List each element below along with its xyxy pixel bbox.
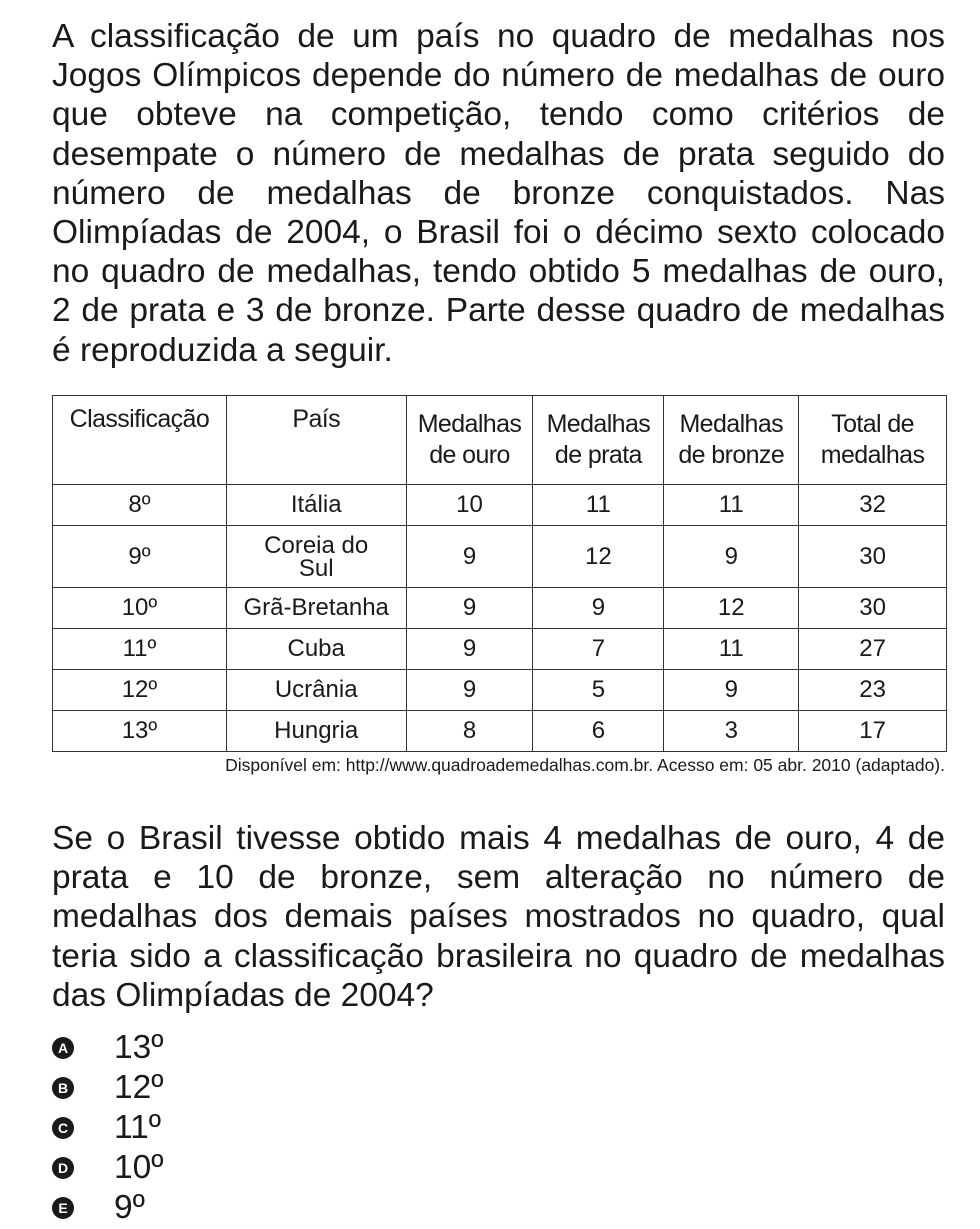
cell-pais: Itália [226,485,406,526]
header-total-medalhas: Total de medalhas [799,396,947,485]
cell-prata: 6 [533,711,664,752]
cell-total: 27 [799,629,947,670]
option-letter-badge: B [52,1077,74,1099]
cell-pais: Hungria [226,711,406,752]
intro-paragraph: A classificação de um país no quadro de medalhas nos Jogos Olímpicos depende do número de medalhas de ouro que obteve na competição, tendo como critérios de desempate o número de medalhas de prata seguido do número de medalhas de bronze conquistados. Nas Olimpíadas de 2004, o Brasil foi o décimo sexto colocado no quadro de medalhas, tendo obtido 5 medalhas de ouro, 2 de prata e 3 de bronze. Parte desse quadro de medalhas é reproduzida a seguir. [52,18,945,369]
cell-pais: Grã-Bretanha [226,588,406,629]
cell-bronze: 11 [664,629,799,670]
cell-prata: 5 [533,670,664,711]
table-header-row [53,396,947,485]
cell-classificacao: 13º [53,711,227,752]
source-citation: Disponível em: http://www.quadroademedalhas.com.br. Acesso em: 05 abr. 2010 (adaptado). [225,755,945,775]
option-e[interactable] [52,1188,164,1228]
option-letter-badge: A [52,1037,74,1059]
cell-classificacao: 10º [53,588,227,629]
option-text: 10º [114,1149,164,1186]
cell-bronze: 9 [664,526,799,588]
cell-classificacao: 8º [53,485,227,526]
table-row [53,526,947,588]
option-a[interactable] [52,1028,164,1068]
table-row [53,670,947,711]
cell-classificacao: 9º [53,526,227,588]
cell-ouro: 9 [406,629,533,670]
header-classificacao: Classificação [53,396,227,485]
option-c[interactable] [52,1108,164,1148]
table-row [53,485,947,526]
header-medalhas-bronze: Medalhas de bronze [664,396,799,485]
option-letter-badge: C [52,1117,74,1139]
cell-total: 30 [799,588,947,629]
header-medalhas-ouro: Medalhas de ouro [406,396,533,485]
option-text: 12º [114,1069,164,1106]
question-paragraph: Se o Brasil tivesse obtido mais 4 medalhas de ouro, 4 de prata e 10 de bronze, sem alteração no número de medalhas dos demais países mostrados no quadro, qual teria sido a classificação brasileira no quadro de medalhas das Olimpíadas de 2004? [52,820,945,1014]
option-text: 13º [114,1029,164,1066]
cell-ouro: 10 [406,485,533,526]
header-pais: País [226,396,406,485]
cell-pais: Coreia do Sul [226,526,406,588]
table-row [53,711,947,752]
option-b[interactable] [52,1068,164,1108]
cell-total: 23 [799,670,947,711]
cell-prata: 11 [533,485,664,526]
cell-prata: 12 [533,526,664,588]
cell-ouro: 9 [406,526,533,588]
option-text: 11º [114,1109,162,1146]
cell-ouro: 8 [406,711,533,752]
table-row [53,588,947,629]
cell-classificacao: 12º [53,670,227,711]
cell-ouro: 9 [406,588,533,629]
option-letter-badge: E [52,1197,74,1219]
cell-bronze: 12 [664,588,799,629]
header-medalhas-prata: Medalhas de prata [533,396,664,485]
cell-bronze: 11 [664,485,799,526]
option-d[interactable] [52,1148,164,1188]
cell-total: 32 [799,485,947,526]
option-text: 9º [114,1189,145,1226]
cell-prata: 7 [533,629,664,670]
answer-options [52,1028,164,1228]
cell-total: 17 [799,711,947,752]
option-letter-badge: D [52,1157,74,1179]
cell-total: 30 [799,526,947,588]
cell-ouro: 9 [406,670,533,711]
medal-table [52,395,947,752]
cell-bronze: 3 [664,711,799,752]
cell-classificacao: 11º [53,629,227,670]
cell-bronze: 9 [664,670,799,711]
cell-pais: Ucrânia [226,670,406,711]
table-row [53,629,947,670]
cell-pais: Cuba [226,629,406,670]
cell-prata: 9 [533,588,664,629]
